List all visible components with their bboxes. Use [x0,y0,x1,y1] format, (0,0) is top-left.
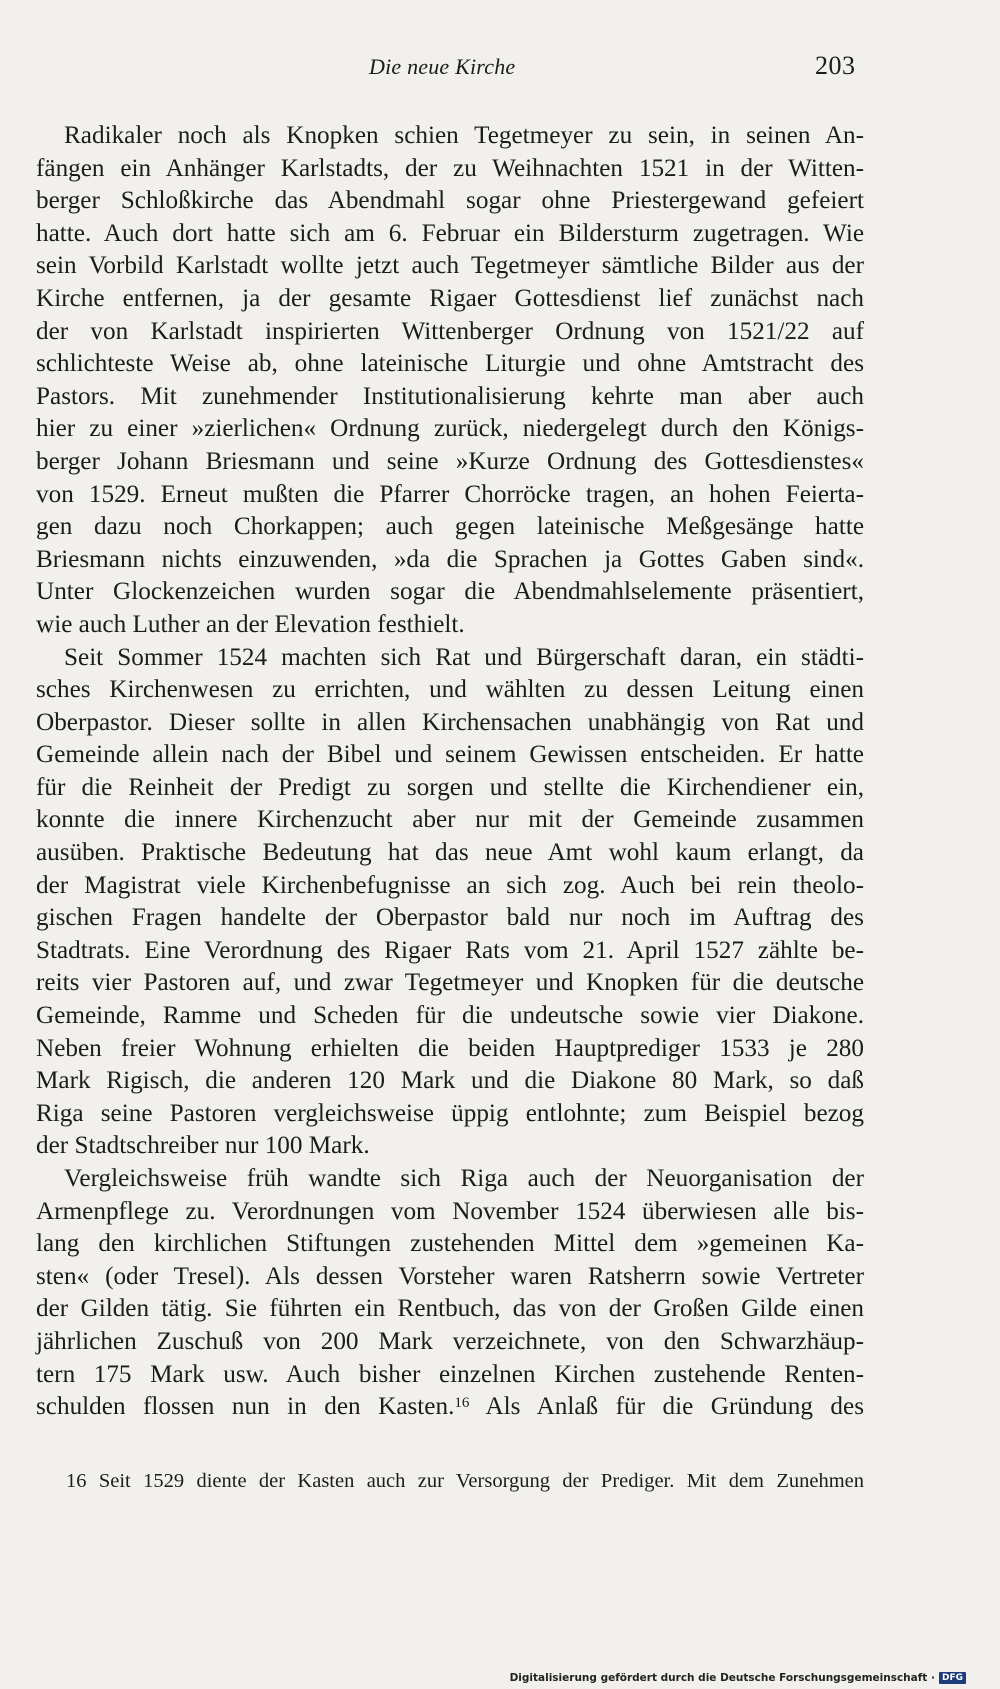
footnote-ref: 16 [454,1395,470,1412]
text-line: reits vier Pastoren auf, und zwar Tegetmeyer und Knopken für die deutsche [36,969,864,997]
page-number: 203 [815,51,856,80]
text-line: Gemeinde allein nach der Bibel und seinem Gewissen entscheiden. Er hatte [36,741,864,769]
credit-text: Digitalisierung gefördert durch die Deutsche Forschungsgemeinschaft · [509,1672,935,1684]
text-line: sein Vorbild Karlstadt wollte jetzt auch Tegetmeyer sämtliche Bilder aus der [36,252,864,280]
text-line: sten« (oder Tresel). Als dessen Vorsteher waren Ratsherrn sowie Vertreter [36,1262,864,1290]
text-line: der von Karlstadt inspirierten Wittenberger Ordnung von 1521/22 auf [36,317,864,345]
text-line: Kirche entfernen, ja der gesamte Rigaer Gottesdienst lief zunächst nach [36,284,864,312]
text-line: Neben freier Wohnung erhielten die beiden Hauptprediger 1533 je 280 [36,1034,864,1062]
text-line: lang den kirchlichen Stiftungen zustehenden Mittel dem »gemeinen Ka- [36,1230,864,1258]
text-line: der Gilden tätig. Sie führten ein Rentbuch, das von der Großen Gilde einen [36,1295,864,1323]
text-line: berger Schloßkirche das Abendmahl sogar ohne Priestergewand gefeiert [36,187,864,215]
text-line: hier zu einer »zierlichen« Ordnung zurück, niedergelegt durch den Königs- [36,415,864,443]
text-line: sches Kirchenwesen zu errichten, und wählten zu dessen Leitung einen [36,676,864,704]
text-line: Seit Sommer 1524 machten sich Rat und Bürgerschaft daran, ein städti- [64,643,864,671]
text-line [36,1391,864,1424]
text-line: Armenpflege zu. Verordnungen vom November 1524 überwiesen alle bis- [36,1197,864,1225]
digitization-credit [510,1672,966,1684]
text-line: Mark Rigisch, die anderen 120 Mark und die Diakone 80 Mark, so daß [36,1067,864,1095]
text-line: Riga seine Pastoren vergleichsweise üppig entlohnte; zum Beispiel bezog [36,1099,864,1127]
text-line: von 1529. Erneut mußten die Pfarrer Chorröcke tragen, an hohen Feierta- [36,480,864,508]
text-line: konnte die innere Kirchenzucht aber nur mit der Gemeinde zusammen [36,806,864,834]
footnote: 16 Seit 1529 diente der Kasten auch zur Versorgung der Prediger. Mit dem Zunehmen [66,1470,864,1492]
text-line: wie auch Luther an der Elevation festhielt. [36,610,465,638]
running-title: Die neue Kirche [369,54,516,79]
text-line: schlichteste Weise ab, ohne lateinische Liturgie und ohne Amtstracht des [36,350,864,378]
text-line: für die Reinheit der Predigt zu sorgen und stellte die Kirchendiener ein, [36,773,864,801]
text-line: der Stadtschreiber nur 100 Mark. [36,1132,370,1160]
text-line: Pastors. Mit zunehmender Institutionalisierung kehrte man aber auch [36,382,864,410]
dfg-logo: DFG [939,1672,966,1684]
text-line: gischen Fragen handelte der Oberpastor bald nur noch im Auftrag des [36,904,864,932]
text-line: Gemeinde, Ramme und Scheden für die undeutsche sowie vier Diakone. [36,1002,864,1030]
text-line: hatte. Auch dort hatte sich am 6. Februar ein Bildersturm zugetragen. Wie [36,219,864,247]
text-line: berger Johann Briesmann und seine »Kurze Ordnung des Gottesdienstes« [36,447,864,475]
body-text [36,120,864,1424]
text-line: der Magistrat viele Kirchenbefugnisse an sich zog. Auch bei rein theolo- [36,871,864,899]
text-line: jährlichen Zuschuß von 200 Mark verzeichnete, von den Schwarzhäup- [36,1327,864,1355]
text-line: ausüben. Praktische Bedeutung hat das neue Amt wohl kaum erlangt, da [36,839,864,867]
text-line: Radikaler noch als Knopken schien Tegetmeyer zu sein, in seinen An- [64,122,864,149]
text-line: Vergleichsweise früh wandte sich Riga auch der Neuorganisation der [64,1165,864,1192]
text-line: Oberpastor. Dieser sollte in allen Kirchensachen unabhängig von Rat und [36,708,864,736]
text-line: gen dazu noch Chorkappen; auch gegen lateinische Meßgesänge hatte [36,513,864,541]
text-line: Stadtrats. Eine Verordnung des Rigaer Rats vom 21. April 1527 zählte be- [36,936,864,964]
text-line: fängen ein Anhänger Karlstadts, der zu Weihnachten 1521 in der Witten- [36,154,864,182]
text-line: tern 175 Mark usw. Auch bisher einzelnen Kirchen zustehende Renten- [36,1360,864,1388]
text-segment: Als Anlaß für die Gründung des [469,1393,864,1421]
text-segment: schulden flossen nun in den Kasten. [36,1393,455,1421]
text-line: Unter Glockenzeichen wurden sogar die Abendmahlselemente präsentiert, [36,578,864,606]
text-line: Briesmann nichts einzuwenden, »da die Sprachen ja Gottes Gaben sind«. [36,545,864,573]
